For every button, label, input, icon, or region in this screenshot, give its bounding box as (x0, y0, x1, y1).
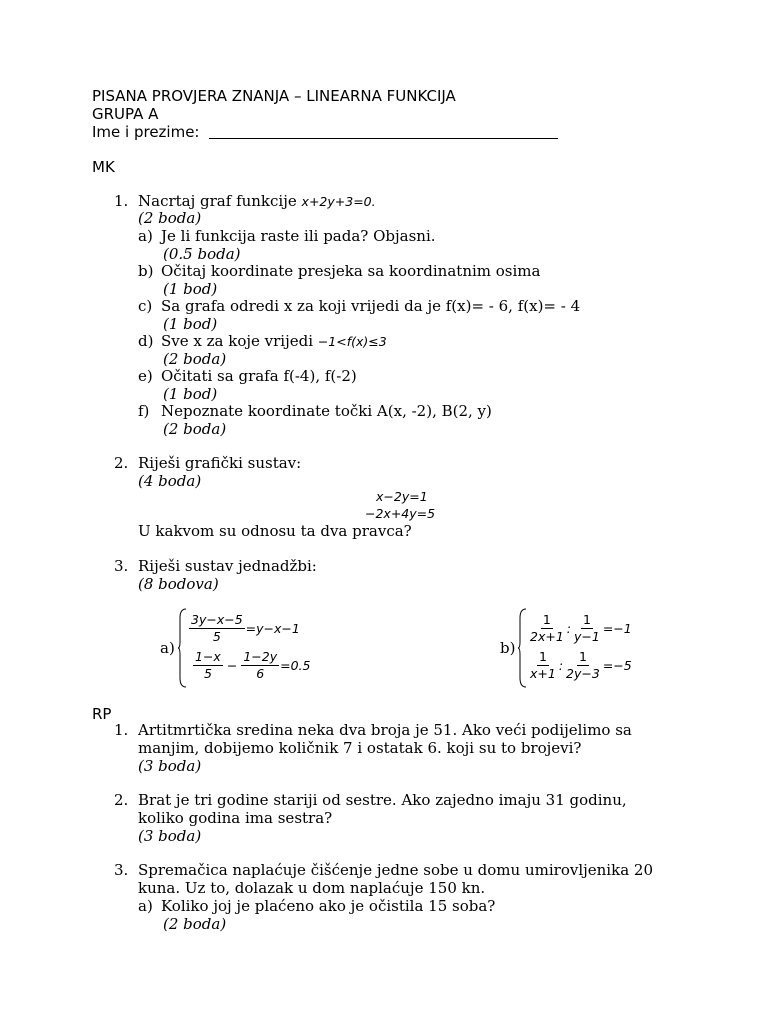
system-a-eq2-rhs: =0.5 (280, 658, 311, 673)
mk-task1-sub-a-points: (0.5 boda) (163, 245, 241, 263)
mk-task1-equation: x+2y+3=0. (301, 194, 376, 209)
mk-task1-sub-d-label: Sve x za koje vrijedi (161, 332, 314, 350)
mk-task1-sub-a-letter: a) (138, 227, 153, 245)
rp-task2-line1: Brat je tri godine stariji od sestre. Ako zajedno imaju 31 godinu, (138, 791, 627, 809)
system-b-eq2-denominator-1: x+1 (530, 666, 556, 681)
rp-task2-number: 2. (114, 791, 129, 809)
system-a-eq2-denominator-2: 6 (256, 666, 265, 681)
rp-task3-number: 3. (114, 861, 129, 879)
mk-task1-sub-e-letter: e) (138, 367, 153, 385)
system-a-equation-1 (188, 613, 300, 644)
system-b-eq1-numerator-2: 1 (582, 612, 591, 627)
rp-task1-points: (3 boda) (138, 757, 202, 775)
rp-task3-sub-a-points: (2 boda) (163, 915, 227, 933)
mk-task3-number: 3. (114, 557, 129, 575)
mk-task2-question: U kakvom su odnosu ta dva pravca? (138, 522, 412, 540)
system-b-eq2-numerator-1: 1 (538, 649, 547, 664)
mk-task1-points: (2 boda) (138, 209, 202, 227)
rp-task1-number: 1. (114, 721, 129, 739)
name-label: Ime i prezime: (92, 123, 200, 141)
system-b-eq2-colon: : (558, 658, 564, 673)
mk-task1-sub-f-text: Nepoznate koordinate točki A(x, -2), B(2, y) (161, 402, 492, 420)
mk-task1-number: 1. (114, 192, 129, 210)
system-b-eq1-denominator-1: 2x+1 (530, 629, 564, 644)
mk-task1-sub-c-text: Sa grafa odredi x za koji vrijedi da je f(x)= - 6, f(x)= - 4 (161, 297, 581, 315)
mk-task2-number: 2. (114, 454, 129, 472)
system-b-eq1-numerator-1: 1 (542, 612, 551, 627)
rp-task3-sub-a-letter: a) (138, 897, 153, 915)
mk-task1-sub-c-letter: c) (138, 297, 153, 315)
system-a-label: a) (160, 639, 175, 657)
mk-task1-sub-d-points: (2 boda) (163, 350, 227, 368)
system-b-eq2-numerator-2: 1 (578, 649, 587, 664)
mk-task3-points: (8 bodova) (138, 575, 219, 593)
rp-task1-line1: Artitmrtička sredina neka dva broja je 51. Ako veći podijelimo sa (138, 721, 632, 739)
exam-group: GRUPA A (92, 105, 159, 123)
system-b-eq2-denominator-2: 2y−3 (566, 666, 600, 681)
system-a-eq2-denominator-1: 5 (203, 666, 212, 681)
mk-task1-sub-d-text (161, 333, 387, 350)
exam-title: PISANA PROVJERA ZNANJA – LINEARNA FUNKCIJA (92, 87, 456, 105)
system-b-label: b) (500, 639, 516, 657)
system-a-brace (178, 608, 188, 688)
mk-task1-sub-f-letter: f) (138, 402, 150, 420)
mk-task1-sub-d-letter: d) (138, 332, 154, 350)
mk-task2-equation-2: −2x+4y=5 (365, 506, 436, 521)
system-b-equation-2 (527, 650, 632, 681)
rp-task3-sub-a-text: Koliko joj je plaćeno ako je očistila 15 soba? (161, 897, 496, 915)
system-a-eq1-numerator: 3y−x−5 (191, 612, 243, 627)
system-b-eq2-rhs: =−5 (602, 658, 632, 673)
rp-task1-line2: manjim, dobijemo količnik 7 i ostatak 6. koji su to brojevi? (138, 739, 582, 757)
mk-task1-sub-d-inequality: −1<f(x)≤3 (317, 334, 387, 349)
system-b-eq1-denominator-2: y−1 (574, 629, 600, 644)
rp-task3-line1: Spremačica naplaćuje čišćenje jedne sobe u domu umirovljenika 20 (138, 861, 653, 879)
mk-task2-equation-1: x−2y=1 (376, 489, 428, 504)
rp-task2-points: (3 boda) (138, 827, 202, 845)
mk-task1-sub-f-points: (2 boda) (163, 420, 227, 438)
mk-task1-label: Nacrtaj graf funkcije (138, 192, 297, 210)
system-a-equation-2 (192, 650, 310, 681)
mk-task1-sub-b-points: (1 bod) (163, 280, 218, 298)
system-b-eq1-rhs: =−1 (602, 621, 632, 636)
name-field-line[interactable] (209, 124, 558, 139)
rp-task3-line2: kuna. Uz to, dolazak u dom naplaćuje 150 kn. (138, 879, 486, 897)
mk-task1-text (138, 193, 376, 210)
system-b-equation-1 (527, 613, 632, 644)
mk-task1-sub-e-points: (1 bod) (163, 385, 218, 403)
system-a-eq2-numerator-2: 1−2y (243, 649, 278, 664)
system-a-eq1-rhs: =y−x−1 (245, 621, 300, 636)
system-a-eq1-denominator: 5 (212, 629, 221, 644)
mk-task3-text: Riješi sustav jednadžbi: (138, 557, 317, 575)
mk-task1-sub-e-text: Očitati sa grafa f(-4), f(-2) (161, 367, 357, 385)
system-b-eq1-colon: : (566, 621, 571, 636)
mk-task1-sub-b-text: Očitaj koordinate presjeka sa koordinatnim osima (161, 262, 541, 280)
mk-task2-text: Riješi grafički sustav: (138, 454, 302, 472)
system-a-eq2-minus: − (226, 658, 238, 673)
mk-task2-points: (4 boda) (138, 472, 202, 490)
mk-task1-sub-c-points: (1 bod) (163, 315, 218, 333)
rp-task2-line2: koliko godina ima sestra? (138, 809, 333, 827)
mk-task1-sub-b-letter: b) (138, 262, 154, 280)
rp-heading: RP (92, 705, 112, 723)
mk-heading: MK (92, 158, 115, 176)
system-a-eq2-numerator-1: 1−x (195, 649, 221, 664)
mk-task1-sub-a-text: Je li funkcija raste ili pada? Objasni. (161, 227, 436, 245)
